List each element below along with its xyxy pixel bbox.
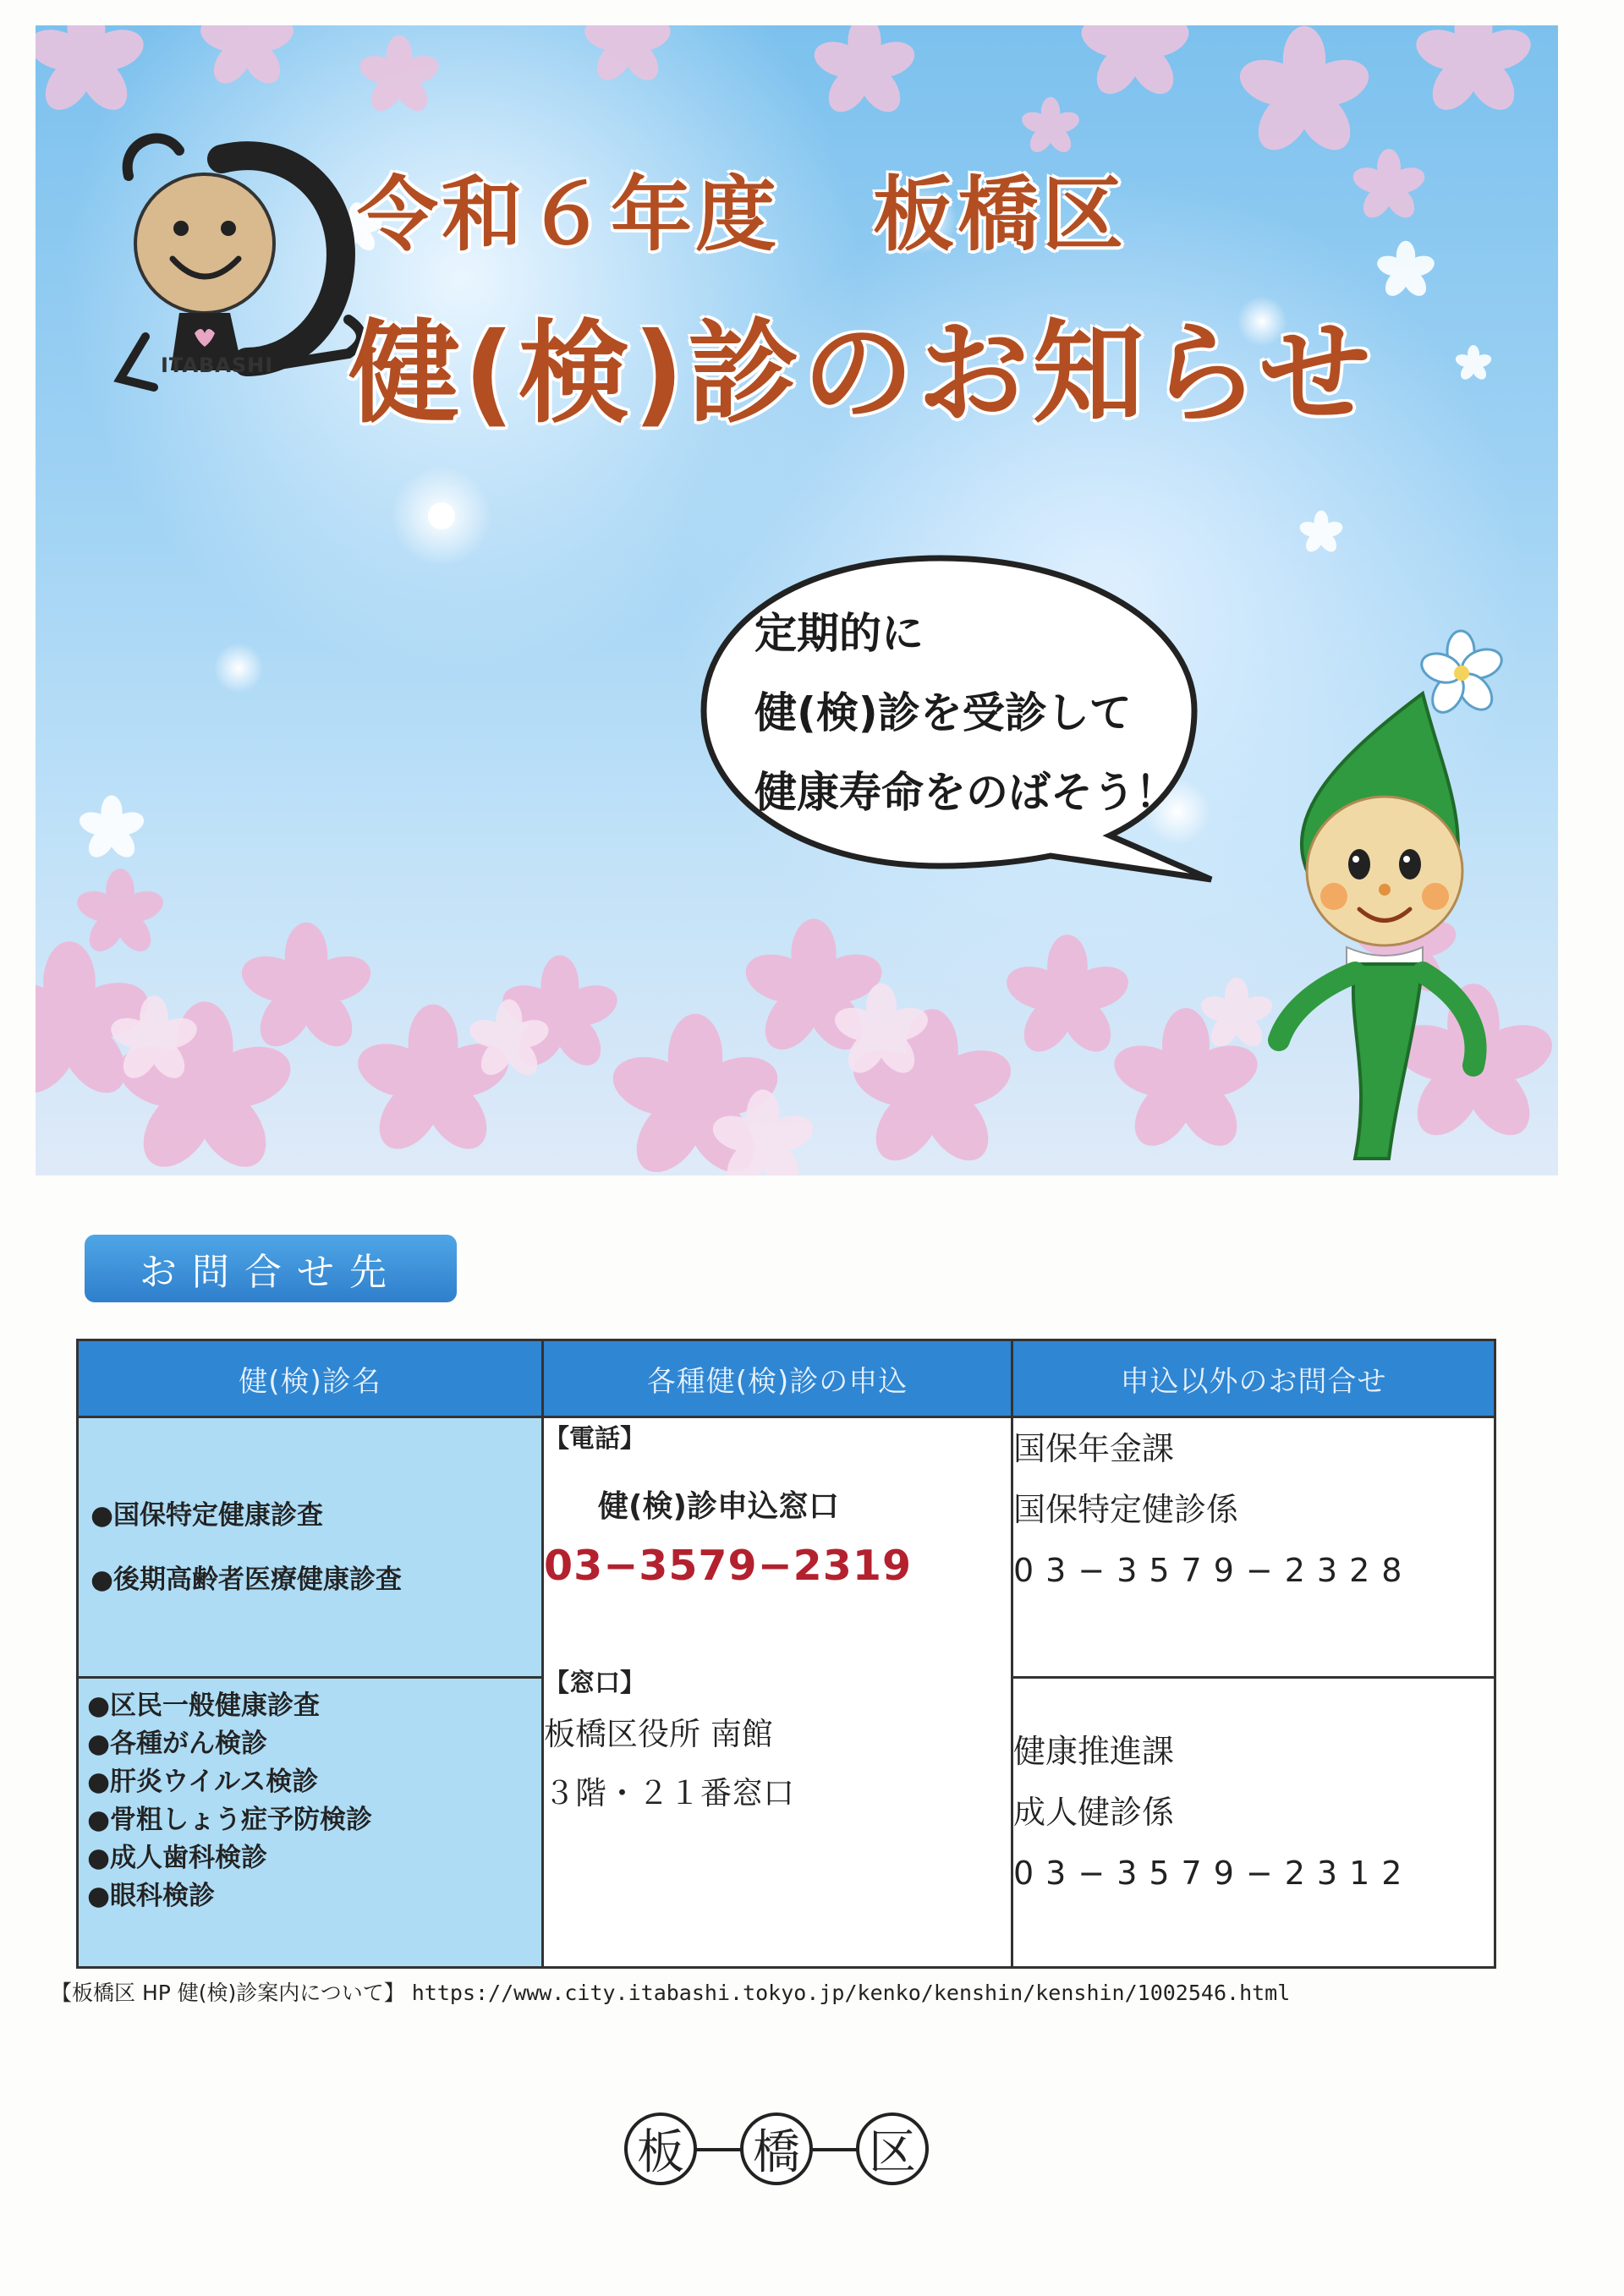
contact-table — [76, 1339, 1496, 1969]
homepage-label: 【板橋区 HP 健(検)診案内について】 — [51, 1981, 405, 2005]
contact-row — [78, 1417, 1495, 1678]
inquiry-phone: 03−3579−2328 — [1013, 1552, 1414, 1589]
inquiry-dept: 健康推進課 — [1013, 1733, 1175, 1770]
phone-label: 【電話】 — [544, 1424, 645, 1454]
leaf-mascot — [1254, 617, 1558, 1167]
contact-header-row — [78, 1340, 1495, 1417]
footer-char: 区 — [856, 2112, 929, 2185]
exam-item: ●骨粗しょう症予防検診 — [87, 1805, 373, 1835]
exam-item: ●肝炎ウイルス検診 — [87, 1767, 319, 1797]
title-year-ward — [357, 151, 1127, 266]
window-location: 板橋区役所 南館 — [544, 1716, 773, 1752]
application-desk-name: 健(検)診申込窓口 — [598, 1489, 839, 1524]
contact-label: お問合せ先 — [85, 1235, 457, 1302]
bubble-line: 健康寿命をのばそう！ — [754, 768, 1177, 817]
speech-bubble-text — [754, 594, 1228, 832]
title-ward: 板橋区 — [873, 167, 1127, 262]
footer-char: 橋 — [740, 2112, 813, 2185]
inquiry-dept: 国保年金課 — [1013, 1430, 1175, 1467]
inquiry-phone: 03−3579−2312 — [1013, 1855, 1414, 1892]
header-exam-name: 健(検)診名 — [78, 1340, 543, 1417]
bubble-line: 定期的に — [754, 609, 924, 658]
inquiry-section: 国保特定健診係 — [1013, 1491, 1239, 1528]
hero-banner — [36, 25, 1558, 1175]
exam-item: ●区民一般健康診査 — [87, 1690, 321, 1721]
ward-footer-logo — [624, 2112, 929, 2187]
inquiry-health-promotion — [1012, 1678, 1495, 1968]
homepage-info — [51, 1976, 1290, 2007]
window-number: ３階・２１番窓口 — [544, 1775, 794, 1811]
exam-item: ●国保特定健康診査 — [91, 1499, 324, 1531]
exam-item: ●各種がん検診 — [87, 1729, 268, 1759]
logo-caption: ITABASHI — [161, 353, 274, 377]
exam-item: ●成人歯科検診 — [87, 1843, 268, 1873]
exam-group-general — [78, 1678, 543, 1968]
exam-item: ●後期高齢者医療健康診査 — [91, 1564, 403, 1595]
application-cell — [543, 1417, 1012, 1968]
exam-item: ●眼科検診 — [87, 1881, 216, 1911]
application-phone-number: 03−3579−2319 — [544, 1542, 913, 1590]
inquiry-section: 成人健診係 — [1013, 1794, 1175, 1831]
bubble-line: 健(検)診を受診して — [754, 688, 1132, 737]
title-year: 令和６年度 — [357, 167, 780, 262]
title-main: 健(検)診のお知らせ — [348, 309, 1374, 439]
window-label: 【窓口】 — [544, 1669, 645, 1698]
header-application: 各種健(検)診の申込 — [543, 1340, 1012, 1417]
homepage-url[interactable]: https://www.city.itabashi.tokyo.jp/kenko/kenshin/kenshin/1002546.html — [411, 1981, 1291, 2005]
exam-group-national-insurance — [78, 1417, 543, 1678]
header-other-inquiry: 申込以外のお問合せ — [1012, 1340, 1495, 1417]
inquiry-national-insurance — [1012, 1417, 1495, 1678]
footer-char: 板 — [624, 2112, 697, 2185]
